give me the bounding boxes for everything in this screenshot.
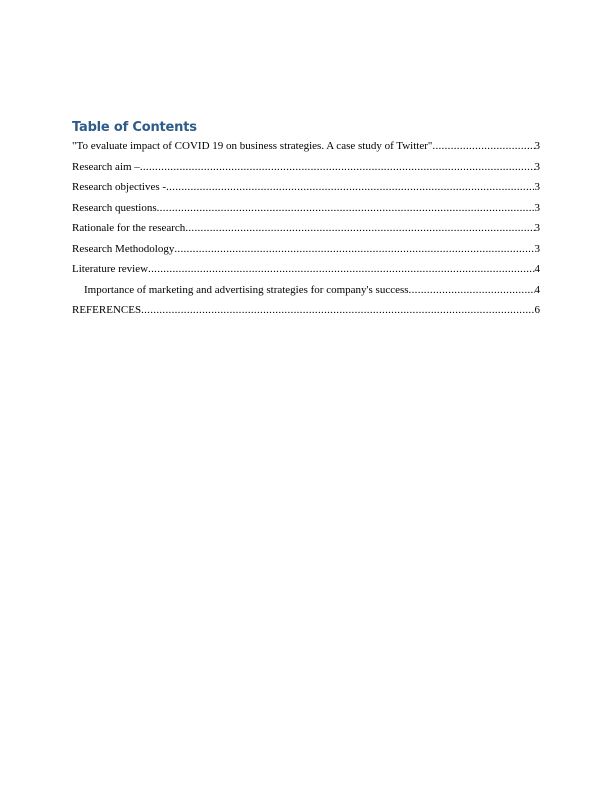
toc-dot-leader [140,160,535,174]
toc-dot-leader [174,242,534,256]
toc-entry-title: Research Methodology [72,242,175,255]
toc-page-number: 3 [534,201,540,214]
toc-page-number: 4 [534,263,540,275]
toc-entry-title: "To evaluate impact of COVID 19 on business strategies. A case study of Twitter" [72,140,433,152]
toc-page-number: 6 [534,304,540,316]
toc-entry[interactable] [72,262,540,283]
toc-list [72,139,540,324]
toc-page-number: 3 [534,242,540,255]
table-of-contents [72,119,540,324]
toc-dot-leader [166,180,534,194]
toc-entry[interactable] [72,201,540,222]
toc-entry-title: Importance of marketing and advertising strategies for company's success [84,283,409,296]
toc-dot-leader [432,139,534,153]
toc-dot-leader [148,262,534,276]
toc-dot-leader [409,283,535,297]
toc-dot-leader [157,201,535,215]
toc-page-number: 4 [534,283,540,296]
toc-entry-title: Literature review [72,263,149,275]
toc-entry[interactable] [72,139,540,160]
toc-entry[interactable] [72,242,540,263]
toc-heading: Table of Contents [72,120,197,135]
toc-subentry[interactable] [72,283,540,304]
toc-entry[interactable] [72,221,540,242]
toc-entry-title: Rationale for the research [72,222,186,234]
toc-page-number: 3 [534,140,540,152]
toc-page-number: 3 [534,222,540,234]
toc-dot-leader [185,221,534,235]
toc-entry-title: REFERENCES [72,304,142,316]
toc-entry-title: Research questions [72,201,157,214]
toc-entry[interactable] [72,180,540,201]
toc-entry-title: Research aim – [72,160,140,173]
toc-entry[interactable] [72,303,540,324]
toc-entry-title: Research objectives - [72,181,167,193]
toc-entry[interactable] [72,160,540,181]
toc-dot-leader [141,303,534,317]
toc-page-number: 3 [534,181,540,193]
toc-page-number: 3 [534,160,540,173]
